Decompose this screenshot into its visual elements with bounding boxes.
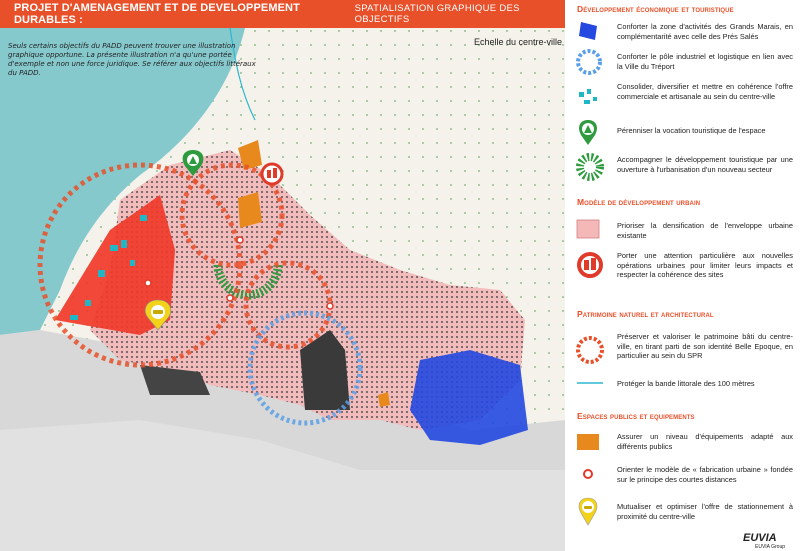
legend-section-title: Espaces publics et equipements <box>577 411 695 421</box>
legend-section-title: Modèle de développement urbain <box>577 197 701 207</box>
blue-dashed-circle-icon <box>575 48 603 76</box>
equipment-orange-2 <box>238 192 262 228</box>
scale-label: Echelle du centre-ville <box>474 37 563 47</box>
title-bar <box>0 0 565 28</box>
legend-item: Prioriser la densification de l'enveloppe urbaine existante <box>617 221 793 240</box>
legend-item: Porter une attention particulière aux nouvelles opérations urbaines pour limiter leurs impacts et respecter la cohérence des sites <box>617 251 793 280</box>
tent-pin-icon <box>575 118 601 148</box>
cyan-squares-icon <box>575 86 603 110</box>
red-dashed-circle-icon <box>575 333 605 367</box>
legend-item: Préserver et valoriser le patrimoine bâti du centre-ville, en tirant parti de son identité Belle Epoque, en particulier au sein du SPR <box>617 332 793 361</box>
orange-square-icon <box>575 432 601 452</box>
legend-item: Conforter la zone d'activités des Grands Marais, en complémentarité avec celle des Prés Salés <box>617 22 793 41</box>
pink-square-icon <box>575 218 601 240</box>
legend-panel <box>565 0 800 551</box>
legend-item: Orienter le modèle de « fabrication urbaine » fondée sur le principe des courtes distances <box>617 465 793 484</box>
legend-item: Assurer un niveau d'équipements adapté aux différents publics <box>617 432 793 451</box>
legend-item: Pérenniser la vocation touristique de l'espace <box>617 126 766 135</box>
buildings-circle[interactable] <box>262 164 282 184</box>
blue-polygon-icon <box>575 20 601 42</box>
legend-section-title: Patrimoine naturel et architectural <box>577 309 714 319</box>
legend-item: Mutualiser et optimiser l'offre de stationnement à proximité du centre-ville <box>617 502 793 521</box>
red-ring-icon <box>575 466 601 482</box>
page-title: PROJET D'AMENAGEMENT ET DE DEVELOPPEMENT DURABLES : <box>14 2 300 26</box>
page-subtitle: SPATIALISATION GRAPHIQUE DES OBJECTIFS <box>354 3 520 25</box>
legend-item: Protéger la bande littorale des 100 mètres <box>617 379 755 388</box>
brand-logo: EUVIA <box>743 532 777 544</box>
intro-note: Seuls certains objectifs du PADD peuvent trouver une illustration graphique opportune. La présente illustration n'a qu'une portée d'exemple et non une force juridique. Se référer aux objectifs littéraux du PADD. <box>8 42 256 77</box>
legend-item: Accompagner le développement touristique par une ouverture à l'urbanisation d'un nouveau secteur <box>617 155 793 174</box>
legend-item: Conforter le pôle industriel et logistique en lien avec la Ville du Tréport <box>617 52 793 71</box>
brand-logo-sub: EUVIA Group <box>755 544 786 550</box>
blue-zone <box>410 350 528 445</box>
green-sunburst-icon <box>575 152 605 182</box>
legend-section-title: Développement économique et touristique <box>577 4 734 14</box>
cyan-line-icon <box>575 378 605 388</box>
red-buildings-circle-icon <box>575 250 605 280</box>
legend-item: Consolider, diversifier et mettre en cohérence l'offre commerciale et artisanale au sein du centre-ville <box>617 82 793 101</box>
car-pin-icon <box>575 496 601 528</box>
